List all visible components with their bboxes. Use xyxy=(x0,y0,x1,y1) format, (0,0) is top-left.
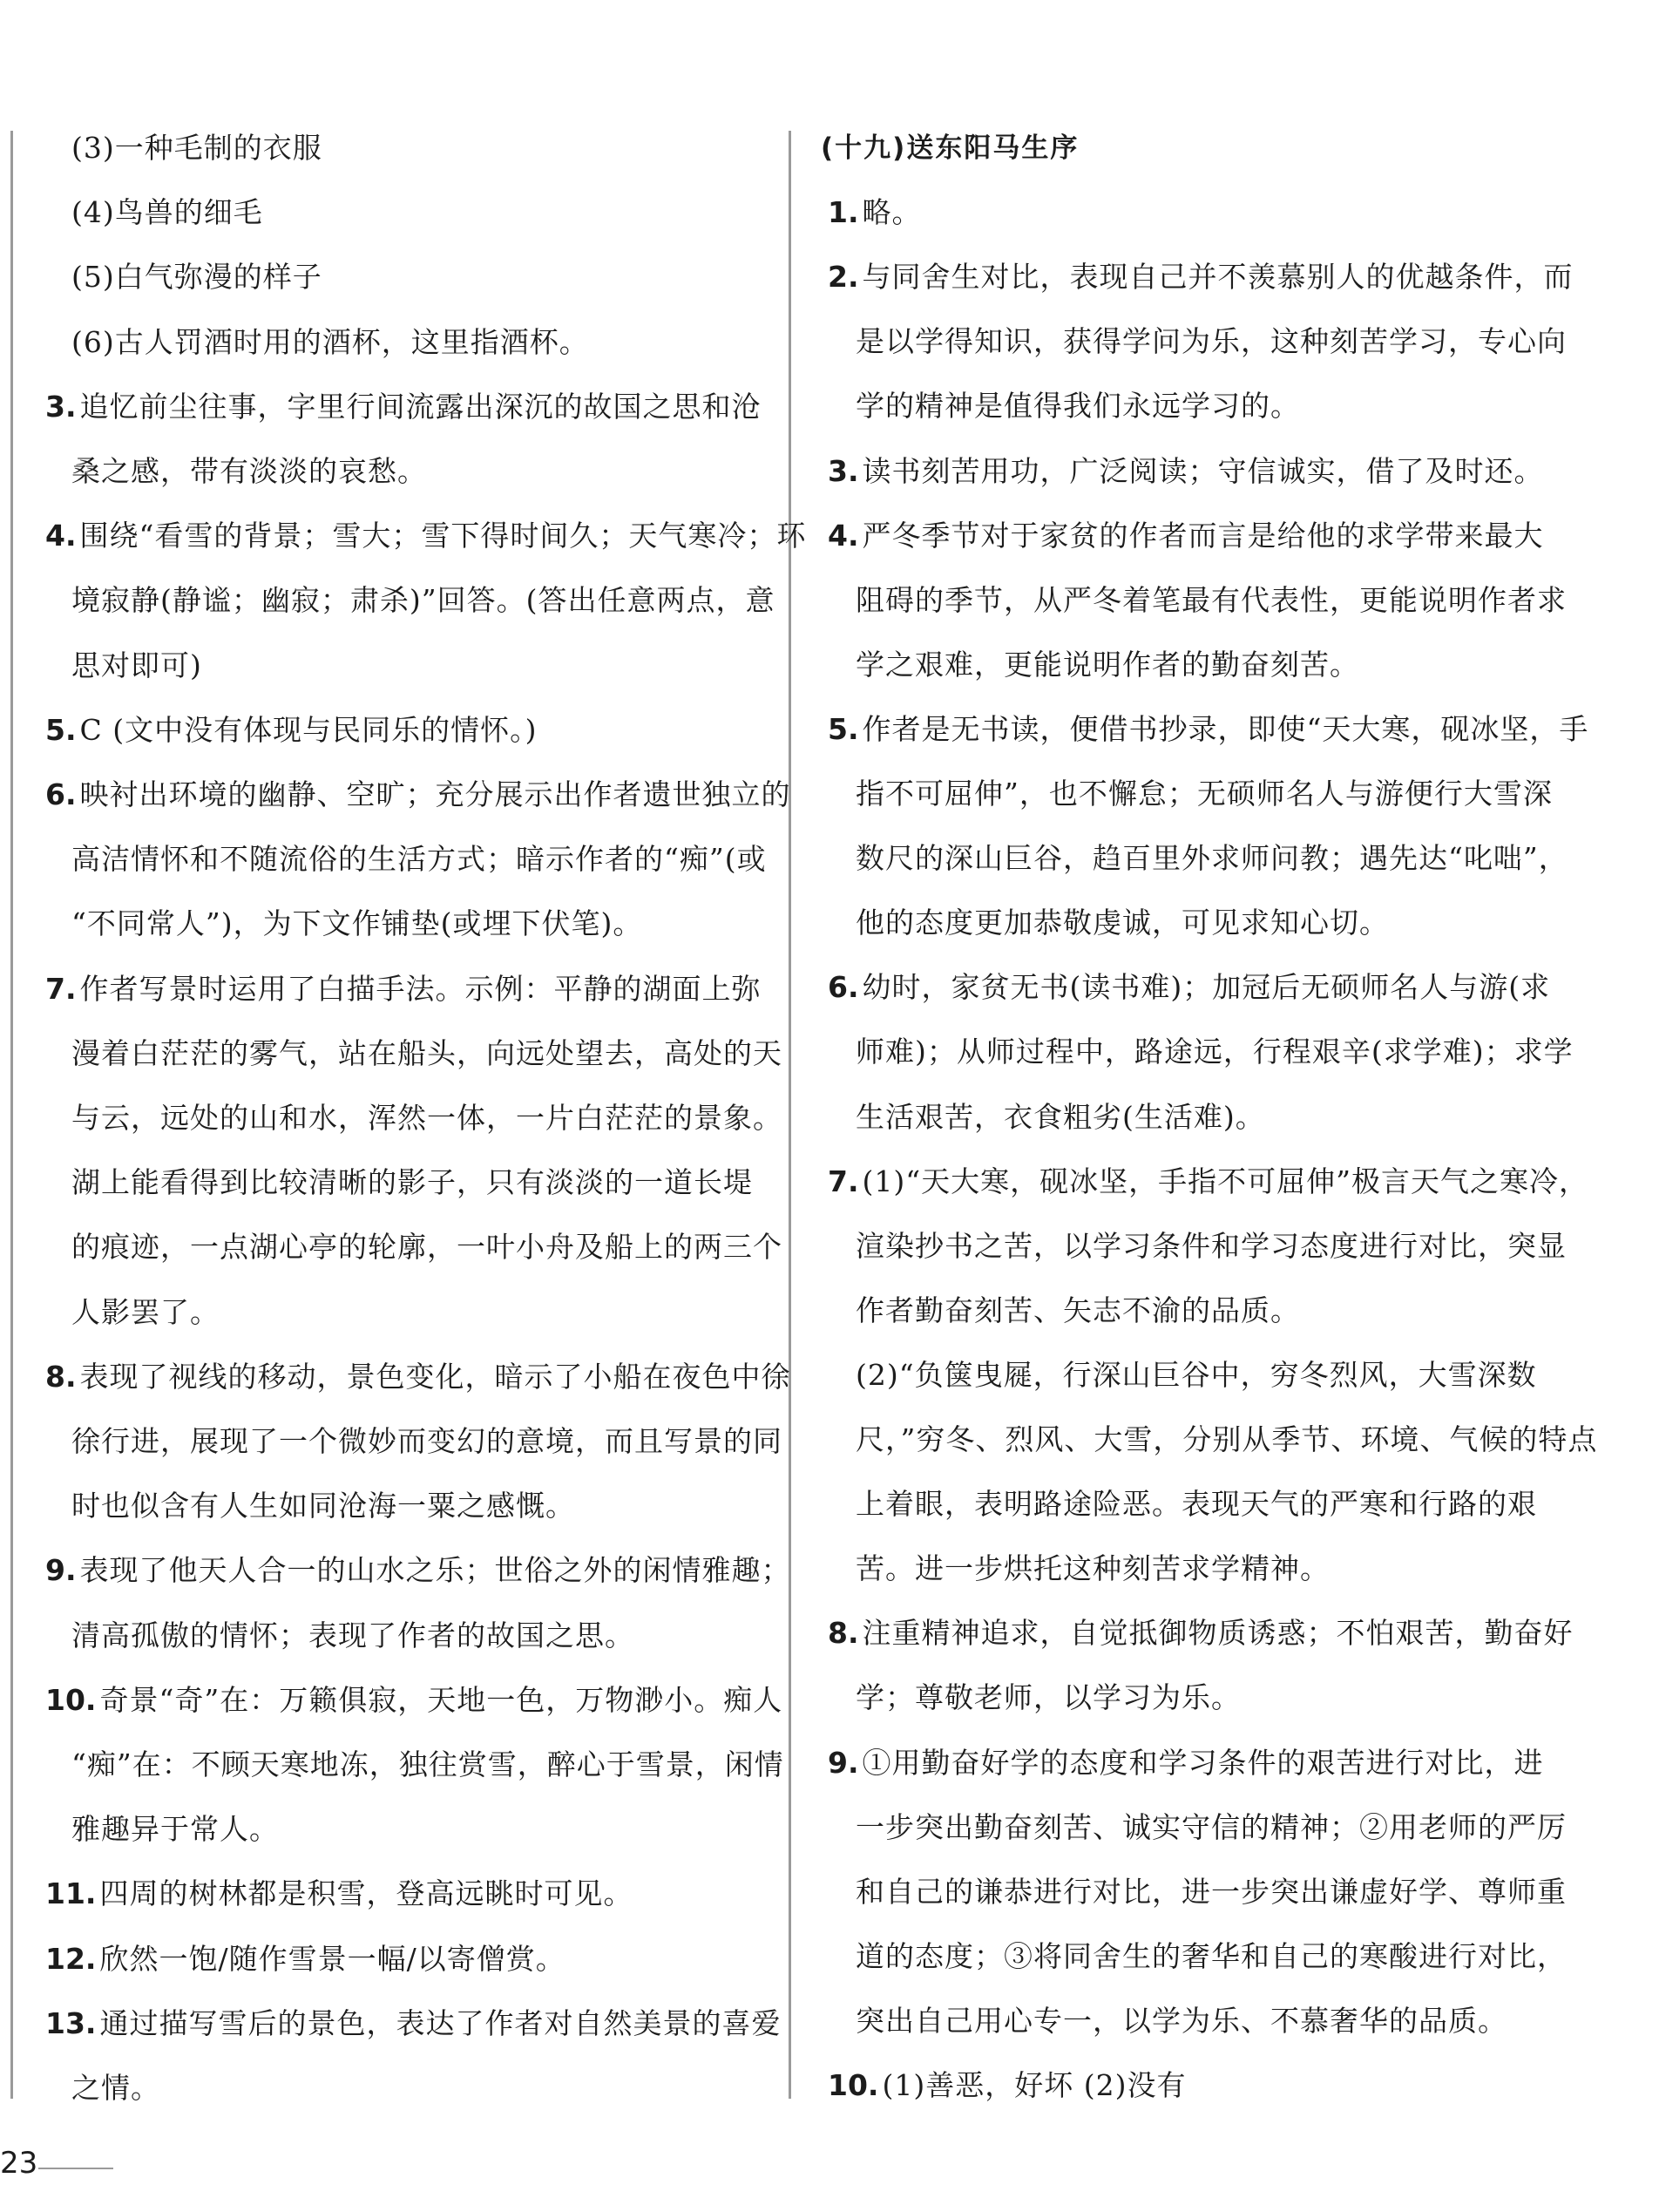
answer-text: 尺，”穷冬、烈风、大雪，分别从季节、环境、气候的特点 xyxy=(856,1422,1598,1456)
answer-text: 阻碍的季节，从严冬着笔最有代表性，更能说明作者求 xyxy=(856,582,1567,617)
answer-text: 表现了视线的移动，景色变化，暗示了小船在夜色中徐 xyxy=(79,1359,791,1394)
answer-text: 时也似含有人生如同沧海一粟之感慨。 xyxy=(71,1489,575,1523)
answer-line xyxy=(71,1485,575,1527)
answer-text: 围绕“看雪的背景；雪大；雪下得时间久；天气寒冷；环 xyxy=(79,519,807,553)
answer-text: 略。 xyxy=(862,195,922,230)
question-number: 7. xyxy=(45,971,77,1006)
question-number: 12. xyxy=(45,1941,97,1976)
answer-line xyxy=(71,1292,220,1333)
answer-text: 幼时，家贫无书(读书难)；加冠后无硕师名人与游(求 xyxy=(862,970,1551,1005)
answer-text: (4)鸟兽的细毛 xyxy=(71,195,263,230)
question-number: 3. xyxy=(828,453,859,488)
answer-text: 上着眼，表明路途险恶。表现天气的严寒和行路的艰 xyxy=(856,1487,1537,1522)
answer-text: 与同舍生对比，表现自己并不羡慕别人的优越条件，而 xyxy=(862,260,1574,295)
answer-text: 欣然一饱/随作雪景一幅/以寄僧赏。 xyxy=(99,1941,565,1976)
answer-text: 道的态度；③将同舍生的奢华和自己的寒酸进行对比， xyxy=(856,1938,1567,1973)
answer-text: 通过描写雪后的景色，表达了作者对自然美景的喜爱 xyxy=(99,2005,782,2040)
question-number: 8. xyxy=(45,1359,77,1394)
answer-text: 高洁情怀和不随流俗的生活方式；暗示作者的“痴”(或 xyxy=(71,842,767,877)
question-number: 4. xyxy=(828,518,859,553)
answer-text: 学之艰难，更能说明作者的勤奋刻苦。 xyxy=(856,647,1359,682)
answer-text: 他的态度更加恭敬虔诚，可见求知心切。 xyxy=(856,906,1389,940)
answer-text: (2)“负箧曳屣，行深山巨谷中，穷冬烈风，大雪深数 xyxy=(856,1357,1537,1392)
question-number: 5. xyxy=(45,712,77,747)
answer-line xyxy=(71,580,775,621)
answer-text: 映衬出环境的幽静、空旷；充分展示出作者遗世独立的 xyxy=(79,777,791,811)
answer-text: 读书刻苦用功，广泛阅读；守信诚实，借了及时还。 xyxy=(862,453,1544,488)
answer-text: 徐行进，展现了一个微妙而变幻的意境，而且写景的同 xyxy=(71,1424,782,1458)
answer-line xyxy=(71,645,202,687)
answer-text: (5)白气弥漫的样子 xyxy=(71,260,322,295)
answer-line xyxy=(828,256,1574,298)
answer-text: C (文中没有体现与民同乐的情怀。) xyxy=(79,712,538,747)
answer-line xyxy=(45,1679,782,1721)
answer-line xyxy=(45,774,791,816)
answer-line xyxy=(71,1033,782,1075)
answer-line xyxy=(856,1548,1330,1590)
right-column-rule xyxy=(789,131,791,2099)
section-title: (十九)送东阳马生序 xyxy=(821,132,1080,164)
answer-text: 苦。进一步烘托这种刻苦求学精神。 xyxy=(856,1551,1330,1586)
answer-text: 师难)；从师过程中，路途远，行程艰辛(求学难)；求学 xyxy=(856,1035,1574,1069)
answer-text: 之情。 xyxy=(71,2071,160,2105)
answer-line xyxy=(71,838,767,880)
answer-line xyxy=(856,644,1359,686)
question-number: 2. xyxy=(828,260,859,295)
answer-text: 表现了他天人合一的山水之乐；世俗之外的闲情雅趣； xyxy=(79,1553,791,1588)
answer-text: 奇景“奇”在：万籁俱寂，天地一色，万物渺小。痴人 xyxy=(99,1682,783,1717)
answer-line xyxy=(856,1419,1597,1461)
answer-text: “不同常人”)，为下文作铺垫(或埋下伏笔)。 xyxy=(71,906,643,941)
answer-text: 追忆前尘往事，字里行间流露出深沉的故国之思和沧 xyxy=(79,389,762,424)
question-number: 1. xyxy=(828,195,859,230)
answer-line xyxy=(856,1225,1567,1267)
answer-line xyxy=(45,709,538,751)
answer-line xyxy=(856,1096,1265,1138)
answer-line xyxy=(71,903,642,945)
answer-line xyxy=(856,1290,1300,1332)
answer-line xyxy=(71,451,427,492)
question-number: 9. xyxy=(45,1553,77,1588)
question-number: 6. xyxy=(828,970,859,1005)
question-number: 10. xyxy=(45,1682,97,1717)
answer-text: ①用勤奋好学的态度和学习条件的艰苦进行对比，进 xyxy=(862,1745,1544,1780)
answer-text: 与云，远处的山和水，浑然一体，一片白茫茫的景象。 xyxy=(71,1101,782,1135)
answer-line xyxy=(45,1550,791,1591)
answer-text: (1)善恶，好坏 (2)没有 xyxy=(882,2068,1187,2102)
answer-line xyxy=(828,1612,1574,1654)
question-number: 8. xyxy=(828,1616,859,1651)
answer-line xyxy=(856,1354,1537,1396)
question-number: 13. xyxy=(45,2005,97,2040)
answer-line xyxy=(856,580,1567,621)
question-number: 7. xyxy=(828,1164,859,1198)
answer-line xyxy=(45,1873,633,1915)
answer-line xyxy=(828,451,1544,492)
answer-text: 湖上能看得到比较清晰的影子，只有淡淡的一道长堤 xyxy=(71,1165,753,1200)
answer-line xyxy=(71,192,263,234)
answer-line xyxy=(856,1677,1241,1719)
answer-line xyxy=(856,2000,1507,2042)
question-number: 6. xyxy=(45,777,77,811)
answer-line xyxy=(71,1808,279,1850)
answer-line xyxy=(856,1807,1567,1849)
question-number: 11. xyxy=(45,1876,97,1911)
answer-text: 四周的树林都是积雪，登高远眺时可见。 xyxy=(99,1876,633,1911)
question-number: 9. xyxy=(828,1745,859,1780)
answer-text: 一步突出勤奋刻苦、诚实守信的精神；②用老师的严厉 xyxy=(856,1809,1567,1844)
answer-text: 指不可屈伸”，也不懈怠；无硕师名人与游便行大雪深 xyxy=(856,777,1553,811)
answer-text: 注重精神追求，自觉抵御物质诱惑；不怕艰苦，勤奋好 xyxy=(862,1616,1574,1651)
answer-line xyxy=(828,192,922,234)
answer-line xyxy=(45,386,762,428)
answer-text: 人影罢了。 xyxy=(71,1294,220,1329)
answer-text: 思对即可) xyxy=(71,648,202,682)
answer-text: 的痕迹，一点湖心亭的轮廓，一叶小舟及船上的两三个 xyxy=(71,1230,782,1265)
answer-line xyxy=(856,385,1300,427)
answer-text: 漫着白茫茫的雾气，站在船头，向远处望去，高处的天 xyxy=(71,1035,782,1070)
answer-text: 和自己的谦恭进行对比，进一步突出谦虚好学、尊师重 xyxy=(856,1874,1567,1909)
answer-text: 数尺的深山巨谷，趋百里外求师问教；遇先达“叱咄”， xyxy=(856,841,1568,876)
answer-line xyxy=(45,515,806,557)
answer-line xyxy=(856,838,1568,879)
question-number: 5. xyxy=(828,711,859,746)
answer-line xyxy=(856,773,1553,815)
answer-line xyxy=(856,321,1567,363)
answer-line xyxy=(71,1615,634,1657)
answer-text: 突出自己用心专一，以学为乐、不慕奢华的品质。 xyxy=(856,2003,1507,2038)
answer-line xyxy=(828,1742,1544,1784)
answer-line xyxy=(71,127,322,169)
answer-line xyxy=(45,968,762,1010)
answer-text: 严冬季节对于家贫的作者而言是给他的求学带来最大 xyxy=(862,518,1544,553)
answer-line xyxy=(856,1871,1567,1913)
answer-line xyxy=(71,322,589,363)
answer-line xyxy=(71,1097,782,1139)
answer-line xyxy=(856,1031,1574,1073)
answer-text: (1)“天大寒，砚冰坚，手指不可屈伸”极言天气之寒冷， xyxy=(862,1164,1588,1198)
answer-text: 生活艰苦，衣食粗劣(生活难)。 xyxy=(856,1099,1265,1134)
answer-line xyxy=(828,2065,1186,2107)
answer-line xyxy=(828,1161,1588,1203)
answer-text: 桑之感，带有淡淡的哀愁。 xyxy=(71,454,427,488)
answer-text: (3)一种毛制的衣服 xyxy=(71,131,322,165)
left-column-rule xyxy=(10,131,13,2099)
answer-line xyxy=(45,2003,781,2045)
page-number-rule xyxy=(38,2168,113,2169)
answer-text: (6)古人罚酒时用的酒杯，这里指酒杯。 xyxy=(71,324,589,359)
answer-text: 作者写景时运用了白描手法。示例：平静的湖面上弥 xyxy=(79,971,762,1006)
answer-line xyxy=(71,1226,782,1268)
answer-text: 学；尊敬老师，以学习为乐。 xyxy=(856,1680,1241,1715)
answer-text: 境寂静(静谧；幽寂；肃杀)”回答。(答出任意两点，意 xyxy=(71,583,775,618)
answer-text: 学的精神是值得我们永远学习的。 xyxy=(856,389,1300,424)
question-number: 10. xyxy=(828,2068,879,2102)
answer-text: 渲染抄书之苦，以学习条件和学习态度进行对比，突显 xyxy=(856,1228,1567,1263)
answer-line xyxy=(71,1162,753,1204)
answer-line xyxy=(71,1744,784,1786)
answer-line xyxy=(71,1421,782,1462)
question-number: 4. xyxy=(45,519,77,553)
answer-line xyxy=(45,1938,565,1980)
answer-line xyxy=(856,1483,1537,1525)
answer-line xyxy=(828,967,1550,1008)
answer-line xyxy=(856,902,1389,944)
answer-line xyxy=(71,256,322,298)
page-number: 23 xyxy=(0,2146,38,2181)
answer-line xyxy=(71,2067,160,2109)
answer-text: 清高孤傲的情怀；表现了作者的故国之思。 xyxy=(71,1618,634,1652)
answer-text: 作者是无书读，便借书抄录，即使“天大寒，砚冰坚，手 xyxy=(862,711,1589,746)
answer-line xyxy=(856,1936,1567,1978)
answer-line xyxy=(45,1356,791,1398)
answer-text: “痴”在：不顾天寒地冻，独往赏雪，醉心于雪景，闲情 xyxy=(71,1747,784,1781)
answer-text: 是以学得知识，获得学问为乐，这种刻苦学习，专心向 xyxy=(856,324,1567,359)
answer-text: 作者勤奋刻苦、矢志不渝的品质。 xyxy=(856,1293,1300,1327)
question-number: 3. xyxy=(45,389,77,424)
answer-text: 雅趣异于常人。 xyxy=(71,1812,279,1847)
answer-line xyxy=(828,515,1544,557)
answer-line xyxy=(828,709,1588,750)
